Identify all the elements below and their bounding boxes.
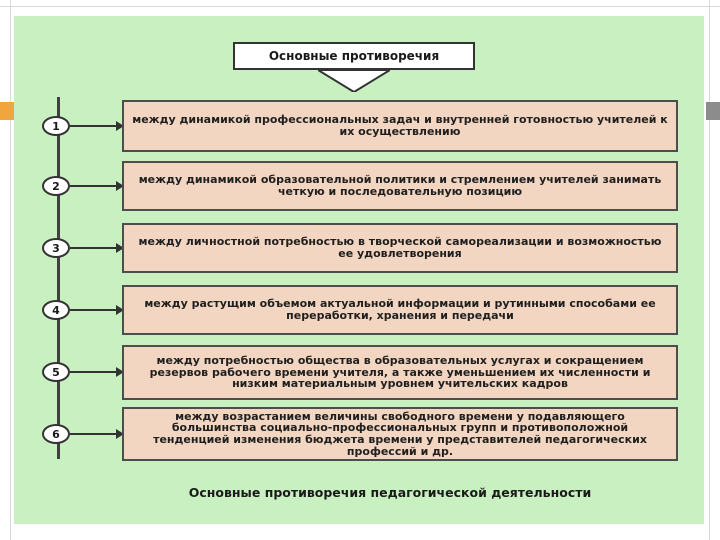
arrow-4 — [70, 309, 118, 311]
diagram-title: Основные противоречия — [233, 42, 475, 70]
item-number-1: 1 — [42, 116, 70, 136]
item-number-6: 6 — [42, 424, 70, 444]
frame-line-left — [10, 0, 11, 540]
item-number-3: 3 — [42, 238, 70, 258]
arrow-3 — [70, 247, 118, 249]
arrow-5 — [70, 371, 118, 373]
item-box-4: между растущим объемом актуальной информации и рутинными способами ее переработки, хранения и передачи — [122, 285, 678, 335]
item-number-4: 4 — [42, 300, 70, 320]
arrow-6 — [70, 433, 118, 435]
item-box-6: между возрастанием величины свободного времени у подавляющего большинства социально-профессиональных групп и противоположной тенденцией изменения бюджета времени у представителей педагогических профессий и др. — [122, 407, 678, 461]
arrow-1 — [70, 125, 118, 127]
arrow-2 — [70, 185, 118, 187]
diagram-caption: Основные противоречия педагогической деятельности — [188, 485, 592, 500]
accent-square-gray — [706, 102, 720, 120]
frame-line-top — [0, 6, 720, 7]
title-down-arrow — [318, 70, 390, 92]
connector-spine — [57, 97, 60, 459]
item-number-5: 5 — [42, 362, 70, 382]
item-box-2: между динамикой образовательной политики и стремлением учителей занимать четкую и последовательную позицию — [122, 161, 678, 211]
item-box-1: между динамикой профессиональных задач и внутренней готовностью учителей к их осуществлению — [122, 100, 678, 152]
item-box-3: между личностной потребностью в творческой самореализации и возможностью ее удовлетворения — [122, 223, 678, 273]
item-box-5: между потребностью общества в образовательных услугах и сокращением резервов рабочего времени учителя, а также уменьшением их численности и низким материальным уровнем учительских кадров — [122, 345, 678, 400]
frame-line-right — [709, 0, 710, 540]
accent-square-orange — [0, 102, 14, 120]
item-number-2: 2 — [42, 176, 70, 196]
